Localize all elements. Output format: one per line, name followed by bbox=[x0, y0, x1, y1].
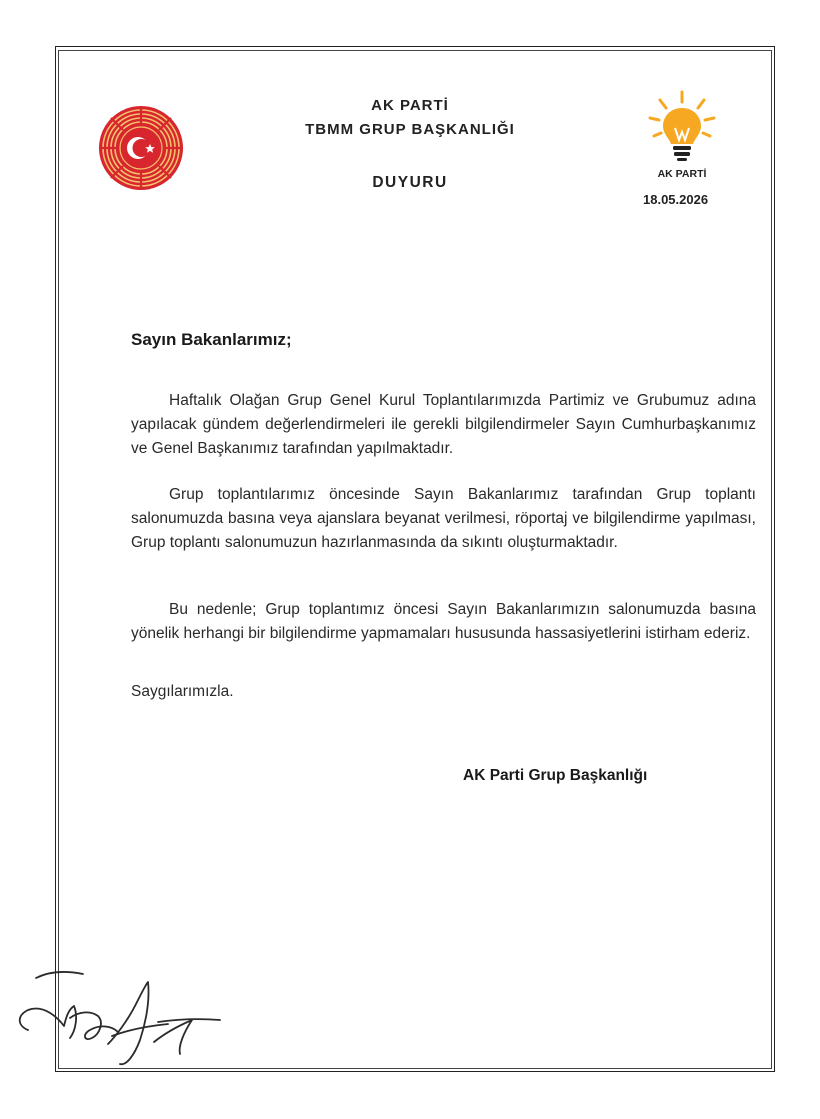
header-party-name: AK PARTİ bbox=[371, 97, 449, 114]
paragraph-3 bbox=[131, 598, 756, 646]
paragraph-2-text: Grup toplantılarımız öncesinde Sayın Bakanlarımız tarafından Grup toplantı salonumuzda basına veya ajanslara beyanat verilmesi, röportaj ve bilgilendirme yapılması, Grup toplantı salonumuzun hazırlanmasında da sıkıntı oluşturmaktadır. bbox=[131, 486, 756, 551]
paragraph-1-text: Haftalık Olağan Grup Genel Kurul Toplantılarımızda Partimiz ve Grubumuz adına yapılacak gündem değerlendirmeleri ile gerekli bilgilendirmeler Sayın Cumhurbaşkanımız ve Genel Başkanımız tarafından yapılmaktadır. bbox=[131, 392, 756, 457]
handwritten-signature-icon bbox=[8, 960, 223, 1080]
paragraph-2 bbox=[131, 483, 756, 555]
header-department: TBMM GRUP BAŞKANLIĞI bbox=[305, 121, 515, 138]
salutation: Sayın Bakanlarımız; bbox=[131, 330, 292, 349]
paragraph-1 bbox=[131, 389, 756, 461]
ak-parti-logo-text: AK PARTİ bbox=[657, 168, 707, 180]
document-title: DUYURU bbox=[372, 174, 448, 191]
paragraph-3-text: Bu nedenle; Grup toplantımız öncesi Sayın Bakanlarımızın salonumuzda basına yönelik herhangi bir bilgilendirme yapmamaları hususunda hassasiyetlerini istirham ederiz. bbox=[131, 601, 756, 642]
document-date: 18.05.2026 bbox=[643, 192, 709, 207]
closing-text: Saygılarımızla. bbox=[131, 683, 234, 700]
signatory: AK Parti Grup Başkanlığı bbox=[463, 767, 648, 784]
